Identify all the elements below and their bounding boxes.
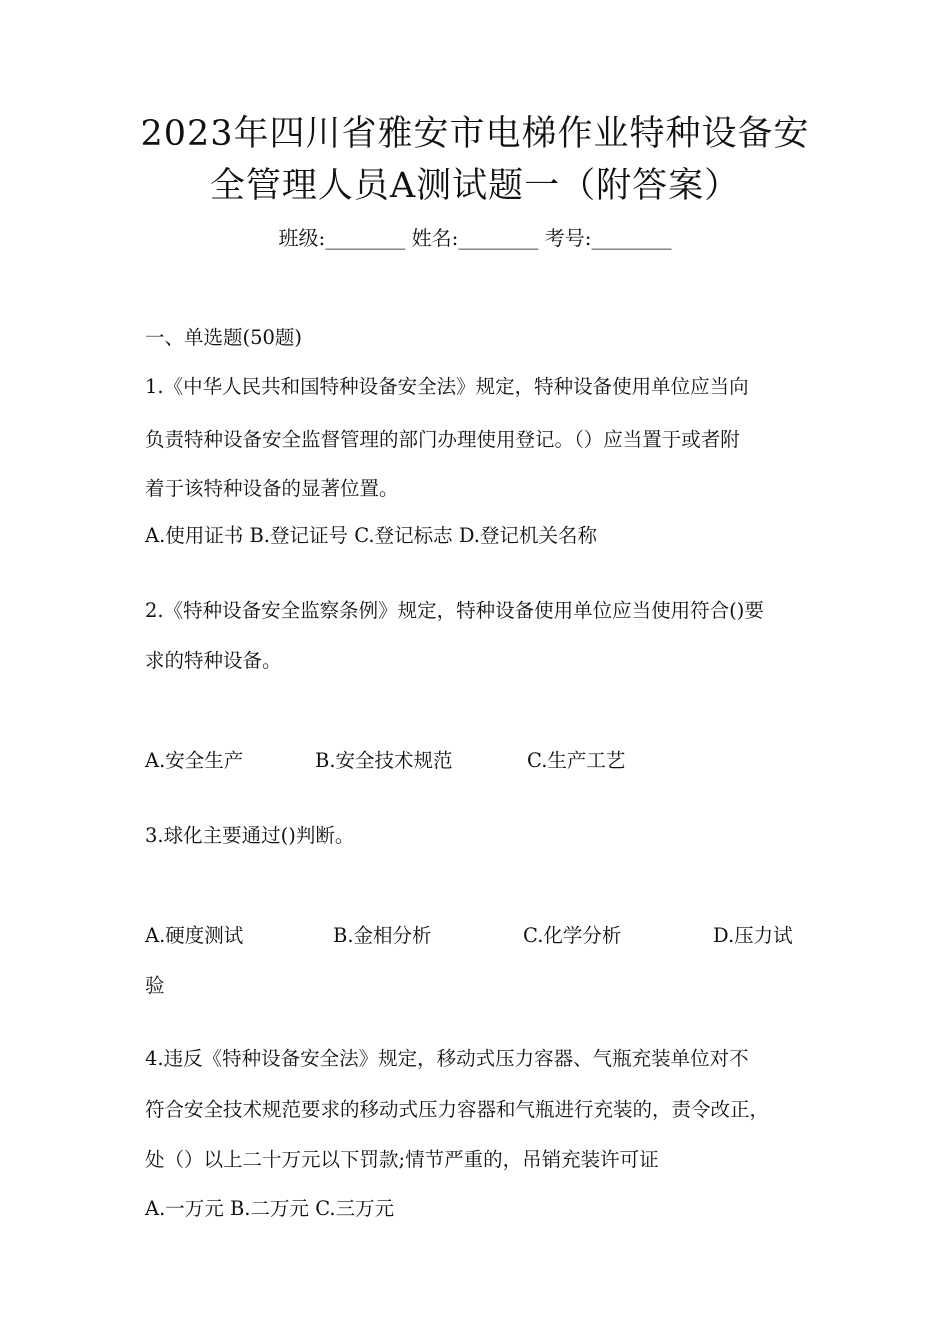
q4-text-line-1: 4.违反《特种设备安全法》规定，移动式压力容器、气瓶充装单位对不	[145, 1047, 749, 1070]
q3-option-a: A.硬度测试	[145, 924, 244, 947]
q2-text-line-1: 2.《特种设备安全监察条例》规定，特种设备使用单位应当使用符合()要	[145, 599, 764, 622]
q1-text-line-2: 负责特种设备安全监督管理的部门办理使用登记。（）应当置于或者附	[145, 428, 740, 451]
q1-options: A.使用证书 B.登记证号 C.登记标志 D.登记机关名称	[145, 524, 597, 547]
q4-text-line-3: 处（）以上二十万元以下罚款;情节严重的，吊销充装许可证	[145, 1148, 659, 1171]
title-line-1: 2023年四川省雅安市电梯作业特种设备安	[140, 114, 810, 154]
q1-text-line-3: 着于该特种设备的显著位置。	[145, 477, 399, 500]
q3-option-d: D.压力试	[713, 924, 793, 947]
q4-text-line-2: 符合安全技术规范要求的移动式压力容器和气瓶进行充装的，责令改正，	[145, 1098, 770, 1121]
student-info-line: 班级:________ 姓名:________ 考号:________	[278, 226, 672, 250]
q2-option-b: B.安全技术规范	[315, 749, 453, 772]
q2-text-line-2: 求的特种设备。	[145, 649, 282, 672]
q1-text-line-1: 1.《中华人民共和国特种设备安全法》规定，特种设备使用单位应当向	[145, 375, 749, 398]
q3-option-b: B.金相分析	[333, 924, 432, 947]
q2-option-a: A.安全生产	[145, 749, 244, 772]
q2-option-c: C.生产工艺	[527, 749, 626, 772]
q4-options: A.一万元 B.二万元 C.三万元	[145, 1197, 395, 1220]
q3-option-c: C.化学分析	[523, 924, 622, 947]
q3-option-d-continuation: 验	[145, 974, 165, 997]
section-heading: 一、单选题(50题)	[145, 326, 303, 349]
title-line-2: 全管理人员A测试题一（附答案）	[209, 166, 741, 206]
q3-text-line-1: 3.球化主要通过()判断。	[145, 824, 355, 847]
